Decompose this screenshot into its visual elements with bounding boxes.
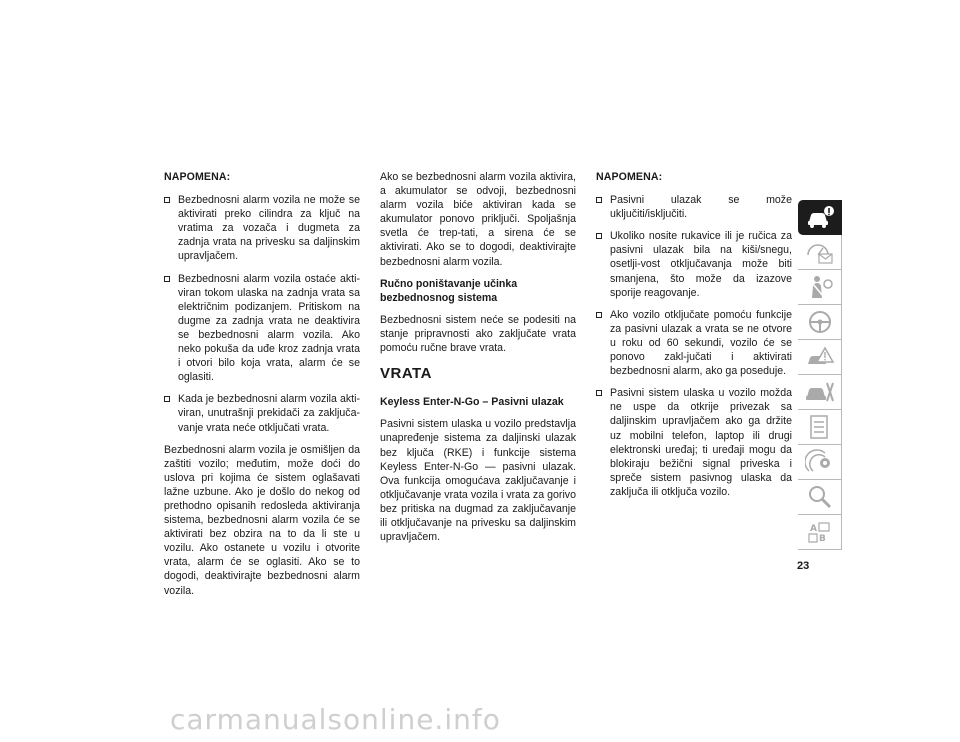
magnifier-icon — [805, 484, 835, 510]
tab-multimedia[interactable] — [798, 445, 842, 480]
note-heading: NAPOMENA: — [596, 171, 663, 183]
body-paragraph: Ako se bezbednosni alarm vozila aktivira, a akumulator se odvoji, bezbednosni alarm vozila biće aktiviran kada se akumulator ponovo priključi. Spoljašnja svetla će trep-tati, a sirena će se aktivirati. Ako se to dogodi, deaktivirajte bezbednosni alarm vozila. — [380, 171, 576, 268]
list-item: Ako vozilo otključate pomoću funkcije za pasivni ulazak a vrata se ne otvore u roku od 60 sekundi, vozilo će se ponovo zakl-jučati i aktivirati bezbednosni alarm, ako ga poseduje. — [596, 308, 792, 378]
right-column — [596, 170, 792, 507]
watermark: carmanualsonline.info — [170, 703, 501, 736]
tab-index[interactable] — [798, 515, 842, 550]
subheading-keyless: Keyless Enter-N-Go – Pasivni ulazak — [380, 396, 564, 409]
note-list — [164, 193, 360, 435]
tab-safety[interactable] — [798, 270, 842, 305]
section-heading-doors: VRATA — [380, 365, 432, 383]
chapter-tabs — [798, 200, 842, 550]
note-list — [596, 193, 792, 499]
tab-starting-operating[interactable] — [798, 305, 842, 340]
list-item: Pasivni ulazak se može uključiti/isključiti. — [596, 193, 792, 221]
body-paragraph: Pasivni sistem ulaska u vozilo predstavlja unapređenje sistema za daljinski ulazak bez ključa (RKE) i funkcije sistema Keyless Enter-N-Go — pasivni ulazak. Ova funkcija omogućava zaključavanje i otključavanje vrata vozila i vrata za gorivo bez pritiska na dugmad za zaključavanje ili otključavanje na privesku sa daljinskim upravljačem. — [380, 418, 576, 544]
body-paragraph: Bezbednosni alarm vozila je osmišljen da zaštiti vozilo; međutim, može doći do uslova pri kojima će sistem oglašavati lažne uzbune. Ako je došlo do nekog od prethodno opisanih redosleda aktiviranja sistema, bezbednosni alarm vozila će se aktivirati bez obzira na to da li ste u vozilu. Ako ostanete u vozilu i otvorite vrata, alarm će se oglasiti. Ako se to dogodi, deaktivirajte bezbednosni alarm vozila. — [164, 443, 360, 597]
tab-customer-assistance[interactable] — [798, 480, 842, 515]
body-paragraph: Bezbednosni sistem neće se podesiti na stanje pripravnosti ako zaključate vrata pomoću ručne brave vrata. — [380, 313, 576, 355]
list-item: Pasivni sistem ulaska u vozilo možda ne uspe da otkrije privezak sa daljinskim upravljačem ako ga držite uz mobilni telefon, laptop ili drugi elektronski uređaj; ti uređaji mogu da blokiraju bežični signal priveska i spreče sistem pasivnog ulaska da zaključa ili otključa vozilo. — [596, 386, 792, 499]
svg-text:A: A — [809, 524, 817, 534]
language-icon — [805, 519, 835, 545]
tab-instrument-panel[interactable] — [798, 235, 842, 270]
car-tools-icon — [805, 379, 835, 405]
tab-technical-specifications[interactable] — [798, 410, 842, 445]
page-number: 23 — [797, 560, 810, 572]
subheading-manual-override: Ručno poništavanje učinka bezbednosnog sistema — [380, 277, 518, 304]
tab-in-case-of-emergency[interactable] — [798, 340, 842, 375]
tab-servicing-maintenance[interactable] — [798, 375, 842, 410]
seat-belt-icon — [805, 274, 835, 300]
svg-text:B: B — [818, 534, 826, 544]
middle-column — [380, 170, 576, 552]
navigation-icon — [805, 449, 835, 475]
list-item: Ukoliko nosite rukavice ili je ručica za pasivni ulazak bila na kiši/snegu, osetlji-vost otključavanja može biti smanjena, što može da izazove sporije reagovanje. — [596, 229, 792, 299]
steering-wheel-icon — [805, 309, 835, 335]
maintenance-list-icon — [805, 414, 835, 440]
dashboard-mail-icon — [805, 239, 835, 265]
list-item: Kada je bezbednosni alarm vozila akti-viran, unutrašnji prekidači za zaključa-vanje vrata neće otključati vrata. — [164, 392, 360, 434]
car-warning-icon — [805, 344, 835, 370]
car-info-icon — [805, 204, 835, 230]
list-item: Bezbednosni alarm vozila ne može se aktivirati preko cilindra za ključ na vratima za vozača i dugmeta za zadnja vrata na privesku sa daljinskim upravljačem. — [164, 193, 360, 263]
left-column — [164, 170, 360, 606]
tab-getting-to-know-vehicle[interactable] — [798, 200, 842, 235]
note-heading: NAPOMENA: — [164, 171, 231, 183]
list-item: Bezbednosni alarm vozila ostaće akti-viran tokom ulaska na zadnja vrata sa električnim podizanjem. Pritiskom na dugme za zadnja vrata ne deaktivira se bezbednosni alarm vozila. Ako neko pokuša da uđe kroz zadnja vrata i otvori bilo koja vrata, alarm će se oglasiti. — [164, 272, 360, 385]
